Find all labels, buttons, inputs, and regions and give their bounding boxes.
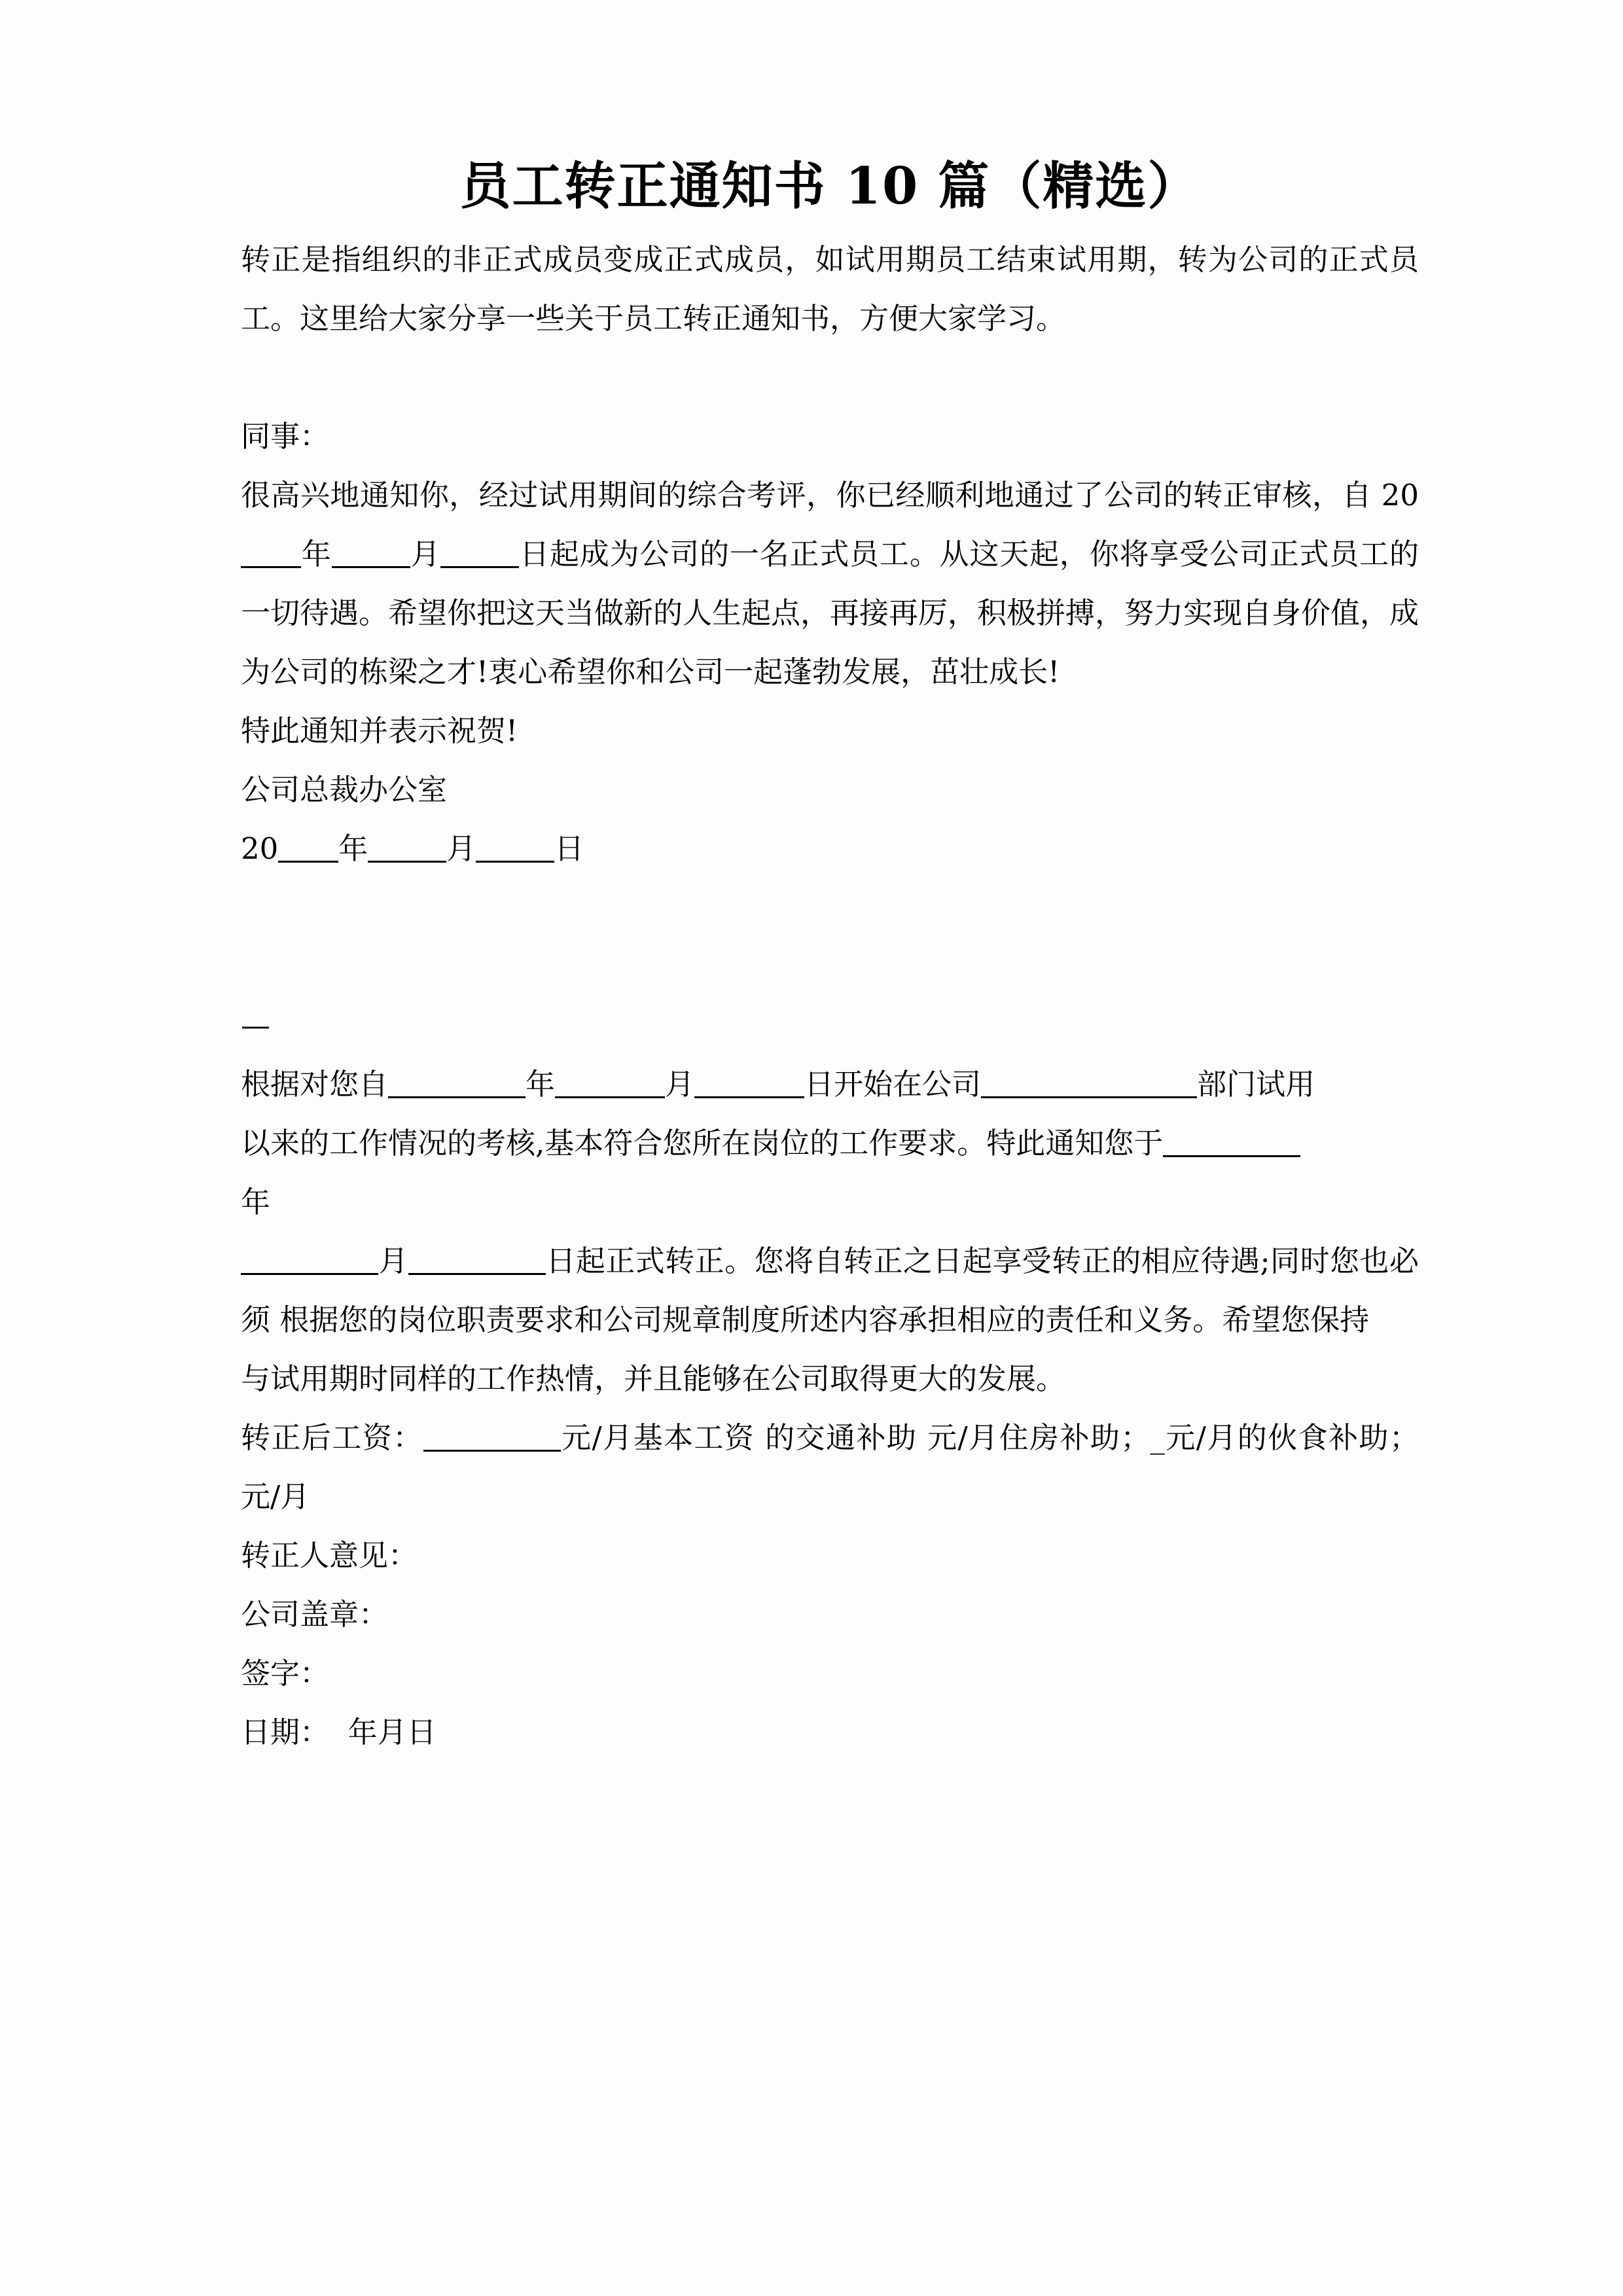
section2-line1 (241, 1055, 1419, 1114)
seal-label: 公司盖章： (241, 1596, 389, 1632)
blank-confirm-month[interactable] (241, 1247, 378, 1275)
letter-date-month-label: 月 (446, 831, 476, 866)
blank-department[interactable] (981, 1070, 1197, 1098)
blank-date-month[interactable] (368, 834, 446, 863)
blank-confirm-day[interactable] (408, 1247, 546, 1275)
blank-month-letter[interactable] (332, 540, 410, 568)
section2-label-confirm-year: 年 (241, 1184, 271, 1219)
spacer (241, 878, 1419, 996)
section2-line2-a: 以来的工作情况的考核,基本符合您所在岗位的工作要求。特此通知您于 (241, 1125, 1164, 1160)
letter-salutation: 同事： (241, 418, 330, 454)
blank-start-year[interactable] (388, 1070, 526, 1098)
section2-label-year: 年 (526, 1066, 556, 1102)
letter-date-prefix: 20 (241, 831, 279, 866)
blank-start-day[interactable] (694, 1070, 804, 1098)
section2-salary-line (241, 1408, 1419, 1526)
letter-date-line (241, 819, 1419, 878)
letter-closing: 特此通知并表示祝贺! (241, 713, 518, 748)
letter-body-paragraph (241, 466, 1419, 702)
date-label: 日期： (241, 1714, 330, 1749)
blank-start-month[interactable] (555, 1070, 665, 1098)
letter-body-label-month: 月 (410, 536, 441, 571)
blank-date-day[interactable] (476, 834, 554, 863)
salary-rest: 元/月基本工资 的交通补助 元/月住房补助；_元/月的伙食补助；元/月 (241, 1420, 1419, 1514)
date-value: 年月日 (348, 1714, 437, 1749)
blank-date-year[interactable] (278, 834, 338, 863)
document-content (241, 154, 1419, 1762)
letter-signatory: 公司总裁办公室 (241, 772, 448, 807)
section2-label-confirm-month: 月 (378, 1243, 408, 1278)
section2-line1-e: 部门试用 (1197, 1066, 1315, 1102)
letter-date-day-label: 日 (554, 831, 584, 866)
blank-year-letter[interactable] (241, 540, 301, 568)
letter-body-part-d: 日起成为公司的一名正式员工。从这天起，你将享受公司正式员工的一切待遇。希望你把这天当做新的人生起点，再接再厉，积极拼搏，努力实现自身价值，成为公司的栋梁之才!衷心希望你和公司一起蓬勃发展，茁壮成长! (241, 536, 1419, 689)
letter-body-part-a: 很高兴地通知你，经过试用期间的综合考评，你已经顺利地通过了公司的转正审核，自 20 (241, 477, 1419, 512)
letter-body-label-year: 年 (301, 536, 332, 571)
section2-line1-a: 根据对您自 (241, 1066, 389, 1102)
blank-day-letter[interactable] (440, 540, 519, 568)
intro-paragraph: 转正是指组织的非正式成员变成正式成员，如试用期员工结束试用期，转为公司的正式员工。这里给大家分享一些关于员工转正通知书，方便大家学习。 (241, 242, 1419, 336)
section2-line2 (241, 1114, 1419, 1232)
blank-confirm-year[interactable] (1163, 1129, 1300, 1157)
section2-line1-d: 日开始在公司 (804, 1066, 982, 1102)
section-separator: — (241, 1007, 270, 1043)
page-title: 员工转正通知书 10 篇（精选） (459, 156, 1200, 216)
signature-label: 签字： (241, 1655, 330, 1691)
spacer (241, 348, 1419, 407)
blank-base-salary[interactable] (423, 1424, 561, 1452)
section2-line4: 与试用期时同样的工作热情，并且能够在公司取得更大的发展。 (241, 1361, 1066, 1396)
date-line-final (241, 1703, 1419, 1762)
section2-line3-b: 日起正式转正。您将自转正之日起享受转正的相应待遇;同时您也必须 根据您的岗位职责要求和公司规章制度所述内容承担相应的责任和义务。希望您保持 (241, 1243, 1419, 1337)
salary-label: 转正后工资： (241, 1420, 423, 1455)
letter-date-year-label: 年 (338, 831, 368, 866)
section2-label-month: 月 (665, 1066, 695, 1102)
opinion-label: 转正人意见： (241, 1537, 418, 1573)
section2-line3 (241, 1232, 1419, 1350)
